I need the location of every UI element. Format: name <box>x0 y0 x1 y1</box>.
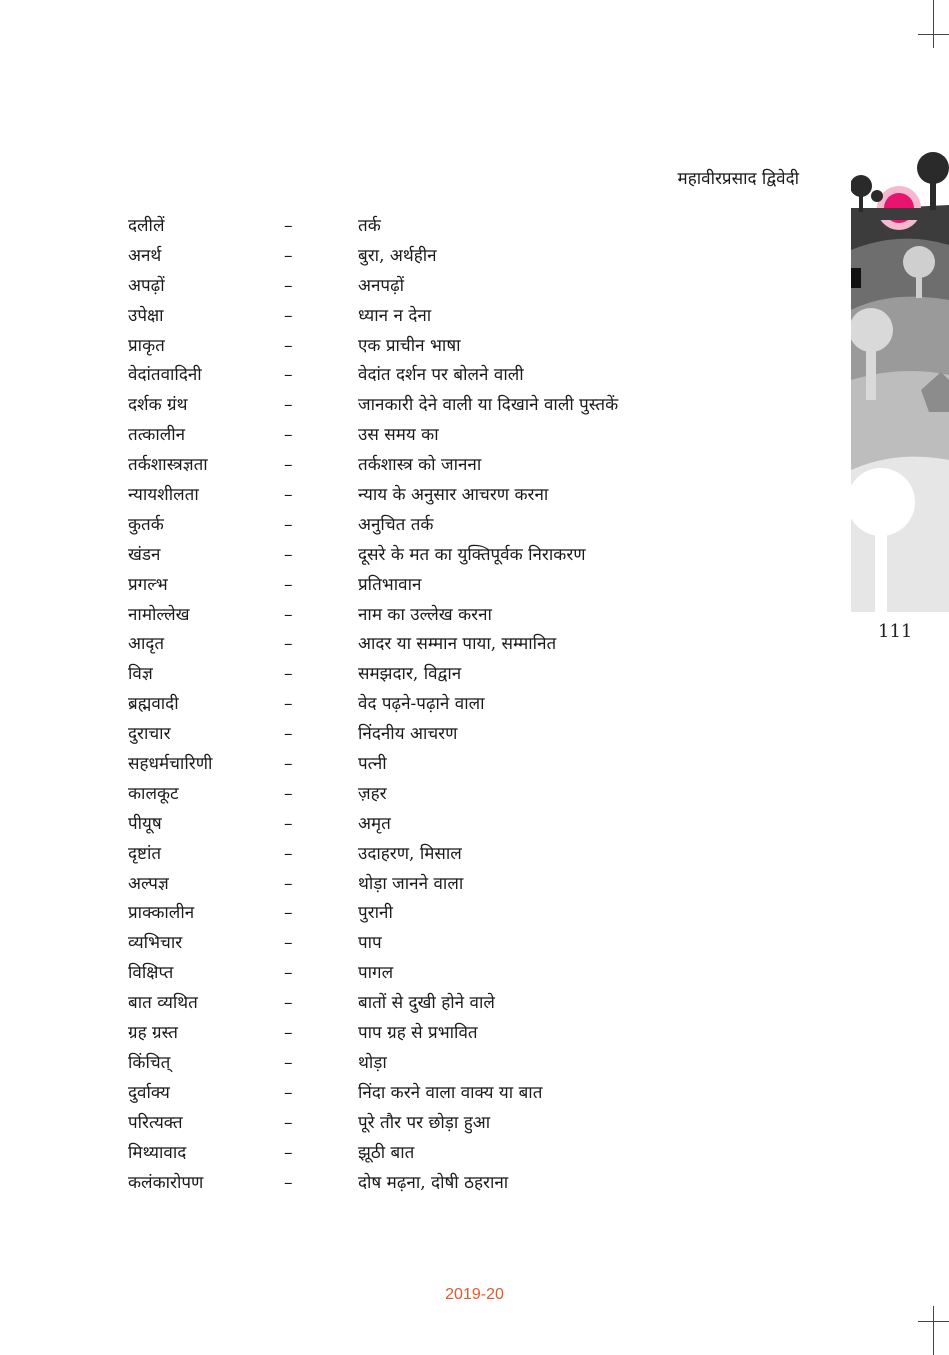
glossary-dash: – <box>284 1052 293 1073</box>
glossary-meaning: तर्कशास्त्र को जानना <box>358 455 482 476</box>
landscape-illustration <box>851 150 949 612</box>
glossary-dash: – <box>284 903 293 924</box>
glossary-meaning: पूरे तौर पर छोड़ा हुआ <box>358 1112 491 1133</box>
glossary-dash: – <box>284 604 293 625</box>
glossary-term: ब्रह्मवादी <box>128 694 179 715</box>
glossary-row <box>0 1109 851 1139</box>
glossary-term: न्यायशीलता <box>128 485 199 506</box>
glossary-term: वेदांतवादिनी <box>128 365 202 386</box>
glossary-row <box>0 750 851 780</box>
glossary-meaning: बातों से दुखी होने वाले <box>358 993 495 1014</box>
glossary-term: ग्रह ग्रस्त <box>128 1023 178 1044</box>
author-header: महावीरप्रसाद द्विवेदी <box>677 169 799 189</box>
glossary-row <box>0 481 851 511</box>
glossary-dash: – <box>284 425 293 446</box>
glossary-row <box>0 690 851 720</box>
glossary-dash: – <box>284 963 293 984</box>
glossary-term: व्यभिचार <box>128 933 183 954</box>
glossary-row <box>0 1049 851 1079</box>
glossary-meaning: ध्यान न देना <box>358 305 432 326</box>
glossary-meaning: पाप <box>358 933 382 954</box>
glossary-dash: – <box>284 933 293 954</box>
glossary-dash: – <box>284 724 293 745</box>
glossary-row <box>0 630 851 660</box>
glossary-meaning: अनुचित तर्क <box>358 514 434 535</box>
glossary-dash: – <box>284 634 293 655</box>
glossary-term: आदृत <box>128 634 165 655</box>
glossary-row <box>0 541 851 571</box>
glossary-meaning: झूठी बात <box>358 1142 415 1163</box>
glossary-meaning: प्रतिभावान <box>358 574 422 595</box>
glossary-row <box>0 870 851 900</box>
glossary-dash: – <box>284 514 293 535</box>
glossary-meaning: समझदार, विद्वान <box>358 664 462 685</box>
glossary-row <box>0 511 851 541</box>
glossary-meaning: पुरानी <box>358 903 393 924</box>
glossary-dash: – <box>284 664 293 685</box>
glossary-dash: – <box>284 485 293 506</box>
glossary-dash: – <box>284 813 293 834</box>
glossary-dash: – <box>284 275 293 296</box>
glossary-dash: – <box>284 873 293 894</box>
glossary-meaning: वेदांत दर्शन पर बोलने वाली <box>358 365 524 386</box>
glossary-term: अल्पज्ञ <box>128 873 169 894</box>
glossary-meaning: एक प्राचीन भाषा <box>358 335 461 356</box>
glossary-dash: – <box>284 395 293 416</box>
crop-mark-top-v <box>933 0 934 48</box>
glossary-list <box>0 212 851 1198</box>
glossary-dash: – <box>284 783 293 804</box>
glossary-meaning: थोड़ा <box>358 1052 387 1073</box>
glossary-term: प्राक्कालीन <box>128 903 195 924</box>
glossary-term: तत्कालीन <box>128 425 186 446</box>
glossary-term: उपेक्षा <box>128 305 164 326</box>
glossary-row <box>0 810 851 840</box>
glossary-term: दर्शक ग्रंथ <box>128 395 188 416</box>
glossary-dash: – <box>284 245 293 266</box>
glossary-meaning: जानकारी देने वाली या दिखाने वाली पुस्तकें <box>358 395 619 416</box>
glossary-row <box>0 989 851 1019</box>
glossary-row <box>0 391 851 421</box>
glossary-row <box>0 451 851 481</box>
page-number: 111 <box>878 621 913 642</box>
glossary-term: विक्षिप्त <box>128 963 174 984</box>
glossary-row <box>0 332 851 362</box>
glossary-meaning: दूसरे के मत का युक्तिपूर्वक निराकरण <box>358 544 586 565</box>
glossary-dash: – <box>284 1023 293 1044</box>
glossary-meaning: पागल <box>358 963 394 984</box>
glossary-term: किंचित् <box>128 1052 171 1073</box>
glossary-meaning: बुरा, अर्थहीन <box>358 245 437 266</box>
glossary-dash: – <box>284 365 293 386</box>
glossary-row <box>0 242 851 272</box>
glossary-dash: – <box>284 1172 293 1193</box>
glossary-meaning: तर्क <box>358 216 381 236</box>
glossary-row <box>0 421 851 451</box>
glossary-dash: – <box>284 754 293 775</box>
glossary-meaning: थोड़ा जानने वाला <box>358 873 464 894</box>
glossary-term: मिथ्यावाद <box>128 1142 187 1163</box>
glossary-meaning: वेद पढ़ने-पढ़ाने वाला <box>358 694 485 715</box>
glossary-dash: – <box>284 335 293 356</box>
glossary-meaning: निंदनीय आचरण <box>358 724 458 745</box>
footer-year: 2019-20 <box>445 1286 504 1303</box>
glossary-dash: – <box>284 216 293 236</box>
glossary-term: खंडन <box>128 544 161 565</box>
glossary-term: कलंकारोपण <box>128 1172 204 1193</box>
glossary-meaning: पत्नी <box>358 754 387 775</box>
glossary-dash: – <box>284 1142 293 1163</box>
glossary-meaning: पाप ग्रह से प्रभावित <box>358 1023 478 1044</box>
glossary-row <box>0 840 851 870</box>
glossary-term: दुर्वाक्य <box>128 1082 170 1103</box>
glossary-meaning: नाम का उल्लेख करना <box>358 604 492 625</box>
glossary-term: नामोल्लेख <box>128 604 190 625</box>
glossary-dash: – <box>284 694 293 715</box>
glossary-term: बात व्यथित <box>128 993 198 1014</box>
glossary-row <box>0 1079 851 1109</box>
glossary-term: अनर्थ <box>128 245 162 266</box>
glossary-dash: – <box>284 305 293 326</box>
glossary-row <box>0 212 851 242</box>
glossary-meaning: आदर या सम्मान पाया, सम्मानित <box>358 634 557 655</box>
glossary-term: दलीलें <box>128 216 165 236</box>
glossary-dash: – <box>284 1082 293 1103</box>
glossary-row <box>0 1169 851 1199</box>
glossary-dash: – <box>284 544 293 565</box>
glossary-term: प्राकृत <box>128 335 165 356</box>
glossary-row <box>0 361 851 391</box>
glossary-row <box>0 571 851 601</box>
crop-mark-bottom-v <box>933 1306 934 1355</box>
glossary-meaning: न्याय के अनुसार आचरण करना <box>358 485 549 506</box>
glossary-dash: – <box>284 1112 293 1133</box>
glossary-term: कुतर्क <box>128 514 164 535</box>
glossary-dash: – <box>284 455 293 476</box>
glossary-meaning: दोष मढ़ना, दोषी ठहराना <box>358 1172 509 1193</box>
glossary-row <box>0 660 851 690</box>
glossary-term: पीयूष <box>128 813 162 834</box>
glossary-term: दृष्टांत <box>128 843 162 864</box>
glossary-term: तर्कशास्त्रज्ञता <box>128 455 208 476</box>
glossary-row <box>0 601 851 631</box>
glossary-term: परित्यक्त <box>128 1112 183 1133</box>
glossary-row <box>0 1139 851 1169</box>
glossary-dash: – <box>284 993 293 1014</box>
glossary-dash: – <box>284 843 293 864</box>
glossary-row <box>0 720 851 750</box>
glossary-meaning: ज़हर <box>358 783 387 804</box>
glossary-row <box>0 780 851 810</box>
glossary-row <box>0 959 851 989</box>
glossary-meaning: उस समय का <box>358 425 439 446</box>
glossary-meaning: उदाहरण, मिसाल <box>358 843 462 864</box>
glossary-meaning: अमृत <box>358 813 391 834</box>
glossary-term: प्रगल्भ <box>128 574 168 595</box>
glossary-dash: – <box>284 574 293 595</box>
glossary-row <box>0 302 851 332</box>
glossary-term: सहधर्मचारिणी <box>128 754 213 775</box>
glossary-term: दुराचार <box>128 724 171 745</box>
glossary-row <box>0 1019 851 1049</box>
glossary-term: कालकूट <box>128 783 179 804</box>
glossary-row <box>0 272 851 302</box>
glossary-row <box>0 899 851 929</box>
glossary-meaning: अनपढ़ों <box>358 275 405 296</box>
glossary-term: विज्ञ <box>128 664 153 685</box>
glossary-row <box>0 929 851 959</box>
glossary-term: अपढ़ों <box>128 275 165 296</box>
glossary-meaning: निंदा करने वाला वाक्य या बात <box>358 1082 543 1103</box>
